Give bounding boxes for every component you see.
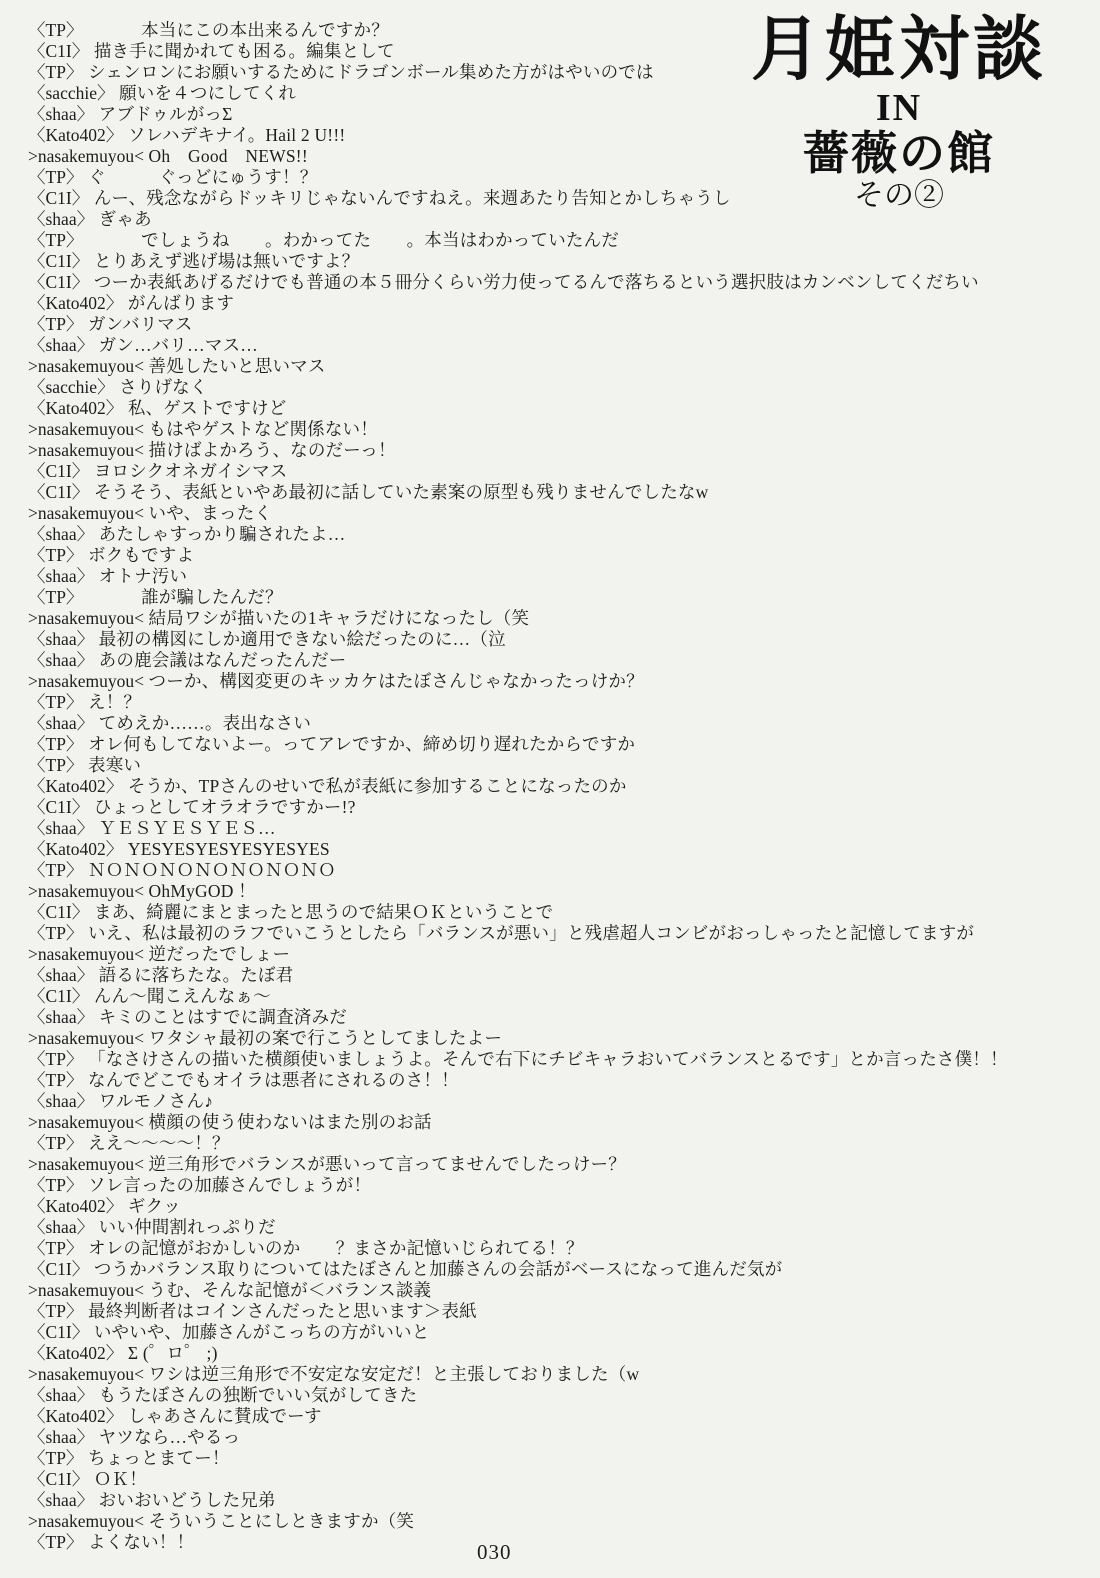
chat-speaker: 〈sacchie〉 <box>28 377 115 397</box>
chat-speaker: >nasakemuyou< <box>28 1364 144 1384</box>
chat-line <box>28 776 1100 797</box>
chat-speaker: 〈C1I〉 <box>28 251 90 271</box>
chat-speaker: 〈shaa〉 <box>28 650 95 670</box>
chat-message: ぎゃあ <box>94 209 152 229</box>
chat-message: もうたぼさんの独断でいい気がしてきた <box>94 1385 418 1405</box>
chat-line <box>28 986 1100 1007</box>
chat-speaker: 〈shaa〉 <box>28 1385 95 1405</box>
chat-speaker: >nasakemuyou< <box>28 944 144 964</box>
chat-line <box>28 1448 1100 1469</box>
chat-line <box>28 62 1100 83</box>
chat-message: シェンロンにお願いするためにドラゴンボール集めた方がはやいのでは <box>83 62 654 82</box>
chat-speaker: >nasakemuyou< <box>28 503 144 523</box>
chat-speaker: 〈shaa〉 <box>28 1007 95 1027</box>
chat-line <box>28 398 1100 419</box>
chat-speaker: 〈Kato402〉 <box>28 1196 124 1216</box>
chat-message: 語るに落ちたな。たぼ君 <box>94 965 294 985</box>
chat-message: 善処したいと思いマス <box>143 356 326 376</box>
chat-line <box>28 83 1100 104</box>
chat-line <box>28 1007 1100 1028</box>
page-title: 月姫対談 <box>751 12 1047 89</box>
chat-speaker: >nasakemuyou< <box>28 1280 144 1300</box>
chat-speaker: 〈Kato402〉 <box>28 398 124 418</box>
chat-message: つうかバランス取りについてはたぼさんと加藤さんの会話がベースになって進んだ気が <box>89 1259 783 1279</box>
chat-speaker: 〈TP〉 <box>28 1049 84 1069</box>
chat-line <box>28 461 1100 482</box>
chat-message: そういうことにしときますか（笑 <box>143 1511 415 1531</box>
chat-line <box>28 608 1100 629</box>
chat-speaker: 〈shaa〉 <box>28 629 95 649</box>
chat-message: ワタシャ最初の案で行こうとしてましたよー <box>143 1028 503 1048</box>
chat-speaker: 〈TP〉 <box>28 62 84 82</box>
chat-line <box>28 1301 1100 1322</box>
chat-line <box>28 272 1100 293</box>
chat-line <box>28 818 1100 839</box>
chat-speaker: 〈TP〉 <box>28 167 84 187</box>
chat-message: オレの記憶がおかしいのか ？まさか記憶いじられてる！？ <box>83 1238 584 1258</box>
chat-line <box>28 1532 1100 1553</box>
chat-line <box>28 41 1100 62</box>
chat-message: んー、残念ながらドッキリじゃないんですねえ。来週あたり告知とかしちゃうし <box>89 188 731 208</box>
chat-line <box>28 1280 1100 1301</box>
chat-speaker: 〈TP〉 <box>28 1238 84 1258</box>
chat-speaker: 〈C1I〉 <box>28 797 90 817</box>
chat-message: そうか、TPさんのせいで私が表紙に参加することになったのか <box>123 776 627 796</box>
chat-speaker: 〈shaa〉 <box>28 335 95 355</box>
chat-line <box>28 104 1100 125</box>
chat-speaker: 〈Kato402〉 <box>28 1406 124 1426</box>
chat-line <box>28 1049 1100 1070</box>
chat-message: がんばります <box>123 293 235 313</box>
chat-message: ヤツなら…やるっ <box>94 1427 241 1447</box>
chat-line <box>28 923 1100 944</box>
chat-message: んん〜聞こえんなぁ〜 <box>89 986 271 1006</box>
chat-message: ワシは逆三角形で不安定な安定だ！と主張しておりました（w <box>143 1364 640 1384</box>
chat-speaker: >nasakemuyou< <box>28 881 144 901</box>
chat-message: 描き手に聞かれても困る。編集として <box>89 41 395 61</box>
chat-message: いい仲間割れっぷりだ <box>94 1217 276 1237</box>
chat-speaker: 〈shaa〉 <box>28 965 95 985</box>
chat-line <box>28 671 1100 692</box>
chat-message: てめえか……。表出なさい <box>94 713 312 733</box>
chat-line <box>28 1490 1100 1511</box>
chat-line <box>28 734 1100 755</box>
chat-speaker: >nasakemuyou< <box>28 440 144 460</box>
chat-message: え！？ <box>83 692 142 712</box>
chat-speaker: 〈shaa〉 <box>28 209 95 229</box>
chat-speaker: 〈C1I〉 <box>28 1469 90 1489</box>
chat-speaker: 〈TP〉 <box>28 734 84 754</box>
chat-message: おいおいどうした兄弟 <box>94 1490 276 1510</box>
chat-message: いえ、私は最初のラフでいこうとしたら「バランスが悪い」と残虐超人コンビがおっしゃったと記憶してますが <box>83 923 975 943</box>
chat-speaker: 〈shaa〉 <box>28 566 95 586</box>
chat-speaker: 〈C1I〉 <box>28 272 90 292</box>
chat-speaker: 〈shaa〉 <box>28 1217 95 1237</box>
chat-speaker: >nasakemuyou< <box>28 356 144 376</box>
chat-message: そうそう、表紙といやあ最初に話していた素案の原型も残りませんでしたなw <box>89 482 709 502</box>
chat-message: 誰が騙したんだ？ <box>83 587 283 607</box>
chat-speaker: 〈TP〉 <box>28 545 84 565</box>
chat-speaker: 〈Kato402〉 <box>28 1343 124 1363</box>
chat-message: とりあえず逃げ場は無いですよ？ <box>89 251 360 271</box>
chat-line <box>28 1259 1100 1280</box>
chat-message: ちょっとまてー！ <box>83 1448 230 1468</box>
chat-line <box>28 881 1100 902</box>
chat-message: ひょっとしてオラオラですかー!? <box>89 797 356 817</box>
chat-line <box>28 335 1100 356</box>
chat-message: ガンバリマス <box>83 314 193 334</box>
chat-speaker: >nasakemuyou< <box>28 1028 144 1048</box>
chat-line <box>28 1238 1100 1259</box>
chat-speaker: 〈shaa〉 <box>28 1490 95 1510</box>
chat-message: キミのことはすでに調査済みだ <box>94 1007 348 1027</box>
chat-line <box>28 503 1100 524</box>
chat-line <box>28 797 1100 818</box>
chat-speaker: 〈shaa〉 <box>28 1427 95 1447</box>
chat-speaker: 〈C1I〉 <box>28 902 90 922</box>
chat-message: 逆だったでしょー <box>143 944 291 964</box>
chat-message: ガン…バリ…マス… <box>94 335 258 355</box>
chat-message: ＮＯＮＯＮＯＮＯＮＯＮＯＮＯ <box>83 860 336 880</box>
title-in: IN <box>875 87 923 129</box>
chat-message: いや、まったく <box>143 503 273 523</box>
chat-line <box>28 566 1100 587</box>
chat-speaker: 〈Kato402〉 <box>28 776 124 796</box>
chat-speaker: 〈Kato402〉 <box>28 125 124 145</box>
chat-line <box>28 1112 1100 1133</box>
chat-message: ぐ ぐっどにゅうす！？ <box>83 167 318 187</box>
chat-line <box>28 944 1100 965</box>
chat-line <box>28 167 1100 188</box>
chat-speaker: >nasakemuyou< <box>28 1154 144 1174</box>
chat-line <box>28 524 1100 545</box>
chat-message: 横顔の使う使わないはまた別のお話 <box>143 1112 432 1132</box>
chat-line <box>28 545 1100 566</box>
chat-message: 逆三角形でバランスが悪いって言ってませんでしたっけー？ <box>143 1154 626 1174</box>
chat-log <box>28 20 1100 1553</box>
chat-speaker: 〈C1I〉 <box>28 986 90 1006</box>
chat-line <box>28 314 1100 335</box>
chat-speaker: 〈Kato402〉 <box>28 839 124 859</box>
chat-line <box>28 1427 1100 1448</box>
chat-line <box>28 692 1100 713</box>
chat-message: 表寒い <box>83 755 142 775</box>
chat-line <box>28 188 1100 209</box>
chat-speaker: 〈TP〉 <box>28 1070 84 1090</box>
chat-speaker: 〈TP〉 <box>28 20 84 40</box>
chat-speaker: 〈C1I〉 <box>28 1322 90 1342</box>
title-part-number: その② <box>854 179 944 213</box>
chat-message: ソレ言ったの加藤さんでしょうが！ <box>83 1175 372 1195</box>
chat-line <box>28 20 1100 41</box>
chat-speaker: 〈C1I〉 <box>28 461 90 481</box>
chat-speaker: 〈TP〉 <box>28 230 84 250</box>
chat-speaker: 〈TP〉 <box>28 1532 84 1552</box>
chat-line <box>28 1091 1100 1112</box>
chat-speaker: 〈TP〉 <box>28 923 84 943</box>
chat-message: 「なさけさんの描いた横顔使いましょうよ。そんで右下にチビキャラおいてバランスとるです」とか言ったさ僕！！ <box>83 1049 1008 1069</box>
chat-speaker: 〈shaa〉 <box>28 1091 95 1111</box>
chat-line <box>28 1133 1100 1154</box>
chat-message: いやいや、加藤さんがこっちの方がいいと <box>89 1322 430 1342</box>
chat-message: あの鹿会議はなんだったんだー <box>94 650 347 670</box>
chat-speaker: >nasakemuyou< <box>28 1511 144 1531</box>
chat-speaker: >nasakemuyou< <box>28 671 144 691</box>
chat-speaker: 〈Kato402〉 <box>28 293 124 313</box>
chat-line <box>28 1217 1100 1238</box>
chat-line <box>28 440 1100 461</box>
chat-speaker: 〈C1I〉 <box>28 188 90 208</box>
chat-line <box>28 230 1100 251</box>
title-subtitle: 薔薇の館 <box>803 127 995 179</box>
chat-speaker: 〈C1I〉 <box>28 41 90 61</box>
chat-message: ＹＥＳＹＥＳＹＥＳ… <box>94 818 276 838</box>
chat-message: ソレハデキナイ。Hail 2 U!!! <box>123 125 346 145</box>
chat-speaker: >nasakemuyou< <box>28 1112 144 1132</box>
chat-speaker: 〈TP〉 <box>28 1301 84 1321</box>
chat-message: ヨロシクオネガイシマス <box>89 461 288 481</box>
chat-message: ワルモノさん♪ <box>94 1091 214 1111</box>
chat-speaker: >nasakemuyou< <box>28 146 144 166</box>
chat-speaker: 〈TP〉 <box>28 755 84 775</box>
chat-line <box>28 839 1100 860</box>
chat-message: 私、ゲストですけど <box>123 398 287 418</box>
chat-line <box>28 1385 1100 1406</box>
chat-speaker: 〈shaa〉 <box>28 713 95 733</box>
chat-speaker: 〈TP〉 <box>28 1448 84 1468</box>
chat-message: うむ、そんな記憶が＜バランス談義 <box>143 1280 432 1300</box>
chat-line <box>28 209 1100 230</box>
chat-speaker: 〈C1I〉 <box>28 1259 90 1279</box>
chat-line <box>28 482 1100 503</box>
chat-line <box>28 1343 1100 1364</box>
chat-line <box>28 1154 1100 1175</box>
chat-line <box>28 419 1100 440</box>
chat-line <box>28 1406 1100 1427</box>
chat-message: オトナ汚い <box>94 566 188 586</box>
chat-line <box>28 356 1100 377</box>
chat-line <box>28 125 1100 146</box>
chat-line <box>28 1070 1100 1091</box>
chat-message: オレ何もしてないよー。ってアレですか、締め切り遅れたからですか <box>83 734 636 754</box>
chat-line <box>28 1469 1100 1490</box>
chat-message: ＯＫ！ <box>89 1469 147 1489</box>
chat-speaker: 〈TP〉 <box>28 1175 84 1195</box>
chat-speaker: 〈TP〉 <box>28 314 84 334</box>
chat-line <box>28 755 1100 776</box>
chat-line <box>28 629 1100 650</box>
chat-speaker: 〈TP〉 <box>28 1133 84 1153</box>
chat-message: つーか、構図変更のキッカケはたぼさんじゃなかったっけか？ <box>143 671 644 691</box>
chat-message: もはやゲストなど関係ない！ <box>143 419 378 439</box>
chat-message: 本当にこの本出来るんですか？ <box>83 20 389 40</box>
chat-message: よくない！！ <box>83 1532 195 1552</box>
chat-message: ボクもですよ <box>83 545 195 565</box>
chat-message: 最終判断者はコインさんだったと思います＞表紙 <box>83 1301 477 1321</box>
chat-speaker: 〈shaa〉 <box>28 104 95 124</box>
chat-line <box>28 965 1100 986</box>
chat-speaker: 〈shaa〉 <box>28 524 95 544</box>
chat-line <box>28 251 1100 272</box>
chat-line <box>28 1028 1100 1049</box>
chat-message: あたしゃすっかり騙されたよ… <box>94 524 346 544</box>
chat-message: Oh Good NEWS!! <box>143 146 308 166</box>
chat-line <box>28 1322 1100 1343</box>
chat-speaker: 〈TP〉 <box>28 860 84 880</box>
chat-message: さりげなく <box>114 377 208 397</box>
chat-message: ええ〜〜〜〜！？ <box>83 1133 230 1153</box>
chat-message: 描けばよかろう、なのだーっ！ <box>143 440 396 460</box>
chat-message: まあ、綺麗にまとまったと思うので結果ＯＫということで <box>89 902 554 922</box>
chat-line <box>28 377 1100 398</box>
chat-speaker: 〈shaa〉 <box>28 818 95 838</box>
chat-message: 願いを４つにしてくれ <box>114 83 297 103</box>
chat-message: しゃあさんに賛成でーす <box>123 1406 322 1426</box>
chat-line <box>28 1511 1100 1532</box>
chat-speaker: 〈C1I〉 <box>28 482 90 502</box>
chat-speaker: 〈TP〉 <box>28 587 84 607</box>
chat-message: Σ (゜ロ゜ ;) <box>123 1343 218 1363</box>
chat-speaker: 〈sacchie〉 <box>28 83 115 103</box>
chat-line <box>28 1364 1100 1385</box>
chat-speaker: >nasakemuyou< <box>28 419 144 439</box>
chat-line <box>28 1196 1100 1217</box>
chat-message: つーか表紙あげるだけでも普通の本５冊分くらい労力使ってるんで落ちるという選択肢はカンベンしてくだちい <box>89 272 979 292</box>
chat-line <box>28 650 1100 671</box>
chat-line <box>28 902 1100 923</box>
page-number: 030 <box>477 1540 512 1564</box>
chat-message: 最初の構図にしか適用できない絵だったのに…（泣 <box>94 629 506 649</box>
chat-message: ギクッ <box>123 1196 181 1216</box>
chat-line <box>28 713 1100 734</box>
chat-line <box>28 146 1100 167</box>
chat-message: 結局ワシが描いたの1キャラだけになったし（笑 <box>143 608 530 628</box>
chat-line <box>28 1175 1100 1196</box>
chat-line <box>28 293 1100 314</box>
chat-message: OhMyGOD ！ <box>143 881 256 901</box>
chat-line <box>28 860 1100 881</box>
chat-message: でしょうね 。わかってた 。本当はわかっていたんだ <box>83 230 620 250</box>
chat-message: YESYESYESYESYESYES <box>123 839 330 859</box>
chat-speaker: >nasakemuyou< <box>28 608 144 628</box>
chat-line <box>28 587 1100 608</box>
chat-message: アブドゥルがっΣ <box>94 104 233 124</box>
chat-message: なんでどこでもオイラは悪者にされるのさ！！ <box>83 1070 459 1090</box>
chat-speaker: 〈TP〉 <box>28 692 84 712</box>
